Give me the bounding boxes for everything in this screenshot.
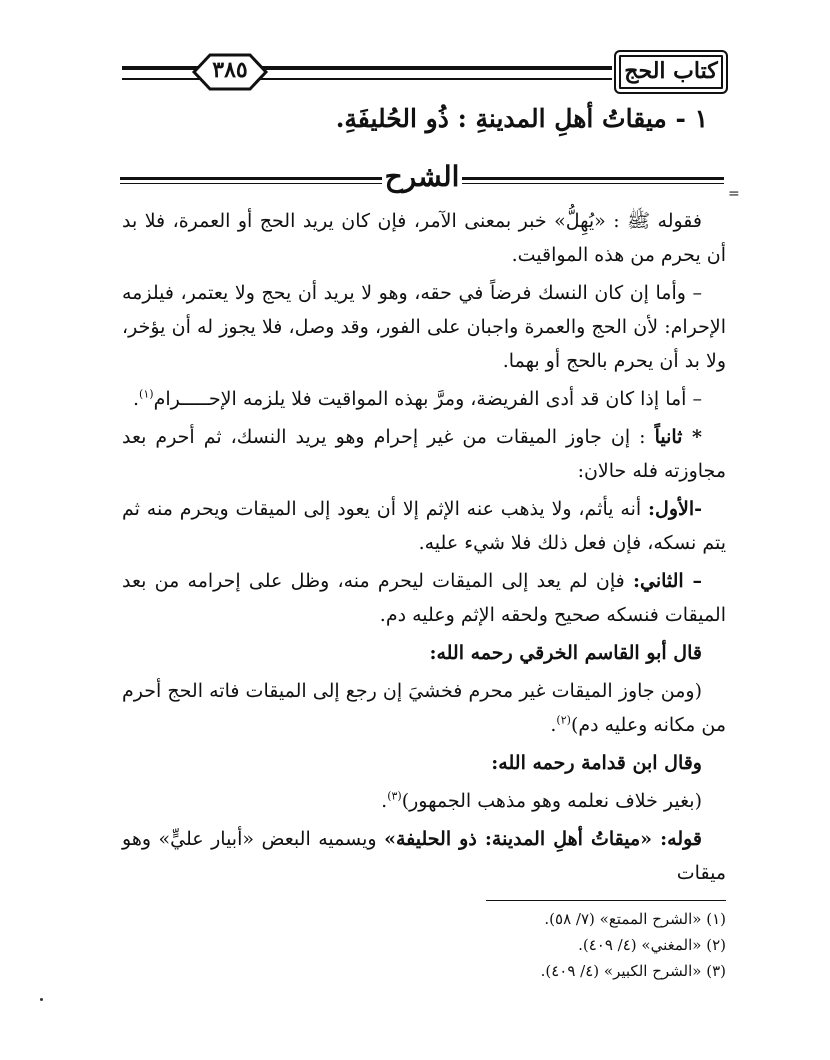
paragraph-8-text: (بغير خلاف نعلمه وهو مذهب الجمهور) xyxy=(401,790,702,812)
quote-heading-1: قال أبو القاسم الخرقي رحمه الله: xyxy=(429,642,702,664)
paragraph-8 xyxy=(122,784,726,818)
footnote-2: (٢) «المغني» (٤/ ٤٠٩). xyxy=(578,936,726,954)
paragraph-4 xyxy=(122,420,726,488)
page-number: ٣٨٥ xyxy=(212,57,248,83)
paragraph-1: فقوله ﷺ : «يُهِلُّ» خبر بمعنى الآمر، فإن كان يريد الحج أو العمرة، فلا بد أن يحرم من هذه المواقيت. xyxy=(122,210,726,266)
paragraph-7-text: (ومن جاوز الميقات غير محرم فخشيَ إن رجع إلى الميقات فاته الحج أحرم من مكانه وعليه دم) xyxy=(122,680,726,736)
paragraph-3-text: – أما إذا كان قد أدى الفريضة، ومرَّ بهذه المواقيت فلا يلزمه الإحـــــرام xyxy=(153,388,702,410)
paragraph-2: – وأما إن كان النسك فرضاً في حقه، وهو لا يريد أن يحج ولا يعتمر، فيلزمه الإحرام: لأن الحج والعمرة واجبان على الفور، وقد وصل، فلا يجوز له أن يؤخر، ولا بد أن يحرم بالحج أو بهما. xyxy=(122,282,726,372)
paragraph-9-lead: قوله: «ميقاتُ أهلِ المدينة: ذو الحليفة» xyxy=(384,828,703,850)
paragraph-7 xyxy=(122,674,726,742)
hadith-heading: ١ - ميقاتُ أهلِ المدينةِ : ذُو الحُليفَةِ. xyxy=(335,104,708,133)
footnote-3: (٣) «الشرح الكبير» (٤/ ٤٠٩). xyxy=(540,962,726,980)
paragraph-5 xyxy=(122,492,726,560)
paragraph-3-end: . xyxy=(133,388,140,410)
paragraph-4-text: : إن جاوز الميقات من غير إحرام وهو يريد النسك، ثم أحرم بعد مجاوزته فله حالان: xyxy=(122,426,726,482)
footnotes xyxy=(126,906,726,984)
footnote-rule xyxy=(486,900,726,901)
footnote-1: (١) «الشرح الممتع» (٧/ ٥٨). xyxy=(544,910,726,928)
paragraph-4-lead: * ثانياً xyxy=(654,426,702,448)
section-title: الشرح xyxy=(384,160,460,193)
chapter-label xyxy=(614,50,728,94)
section-rule-left-thin xyxy=(120,183,382,184)
paragraph-9-text: ويسميه البعض «أبيار عليٍّ» وهو ميقات xyxy=(122,828,726,884)
paragraph-3 xyxy=(122,382,726,416)
body-text xyxy=(122,204,726,894)
paragraph-6-lead: – الثاني: xyxy=(632,570,702,592)
paragraph-6 xyxy=(122,564,726,632)
paragraph-7-end: . xyxy=(550,714,557,736)
section-rule-right xyxy=(462,177,724,180)
paragraph-5-text: أنه يأثم، ولا يذهب عنه الإثم إلا أن يعود إلى الميقات ويحرم منه ثم يتم نسكه، فإن فعل ذلك فلا شيء عليه. xyxy=(122,498,726,554)
paragraph-5-lead: -الأول: xyxy=(648,498,702,520)
footnote-ref-1[interactable]: (١) xyxy=(139,387,154,401)
quote-heading-2: وقال ابن قدامة رحمه الله: xyxy=(491,752,702,774)
section-rule-left xyxy=(120,177,382,180)
chapter-title: كتاب الحج xyxy=(624,58,718,84)
page-number-badge xyxy=(184,52,276,92)
scan-speck xyxy=(40,998,43,1001)
footnote-ref-3[interactable]: (٣) xyxy=(387,789,402,803)
footnote-ref-2[interactable]: (٢) xyxy=(556,713,571,727)
paragraph-9 xyxy=(122,822,726,890)
margin-mark: = xyxy=(728,186,740,202)
section-rule-right-thin xyxy=(462,183,724,184)
paragraph-6-text: فإن لم يعد إلى الميقات ليحرم منه، وظل على إحرامه من بعد الميقات فنسكه صحيح ولحقه الإثم وعليه دم. xyxy=(122,570,726,626)
paragraph-8-end: . xyxy=(381,790,388,812)
